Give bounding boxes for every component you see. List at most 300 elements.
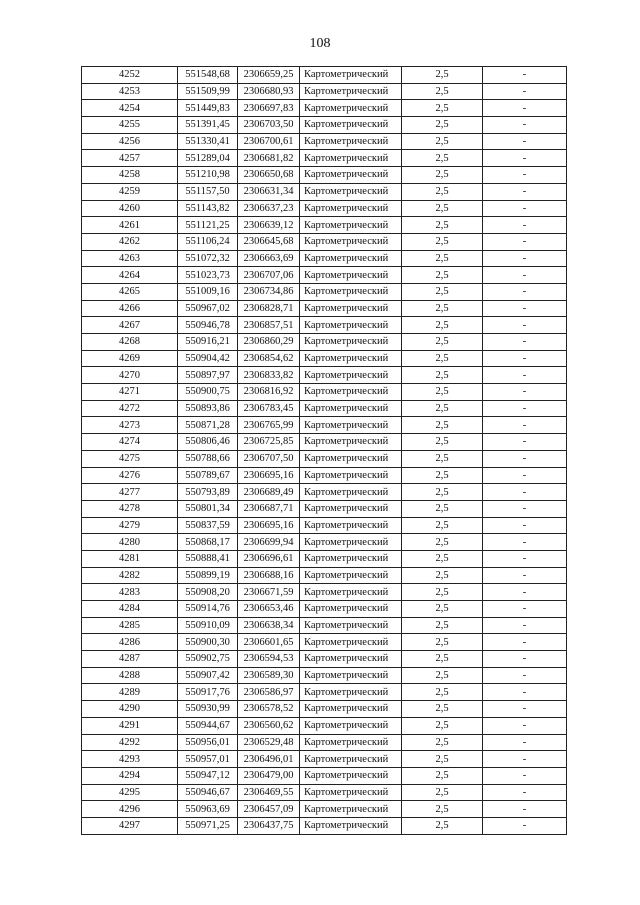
point-number-cell: 4281: [82, 550, 178, 567]
extra-cell: -: [483, 584, 567, 601]
table-row: [82, 267, 567, 284]
table-row: [82, 117, 567, 134]
method-cell: Картометрический: [300, 250, 402, 267]
extra-cell: -: [483, 751, 567, 768]
accuracy-cell: 2,5: [402, 217, 483, 234]
table-row: [82, 500, 567, 517]
point-number-cell: 4268: [82, 334, 178, 351]
accuracy-cell: 2,5: [402, 517, 483, 534]
table-row: [82, 667, 567, 684]
point-number-cell: 4291: [82, 717, 178, 734]
extra-cell: -: [483, 217, 567, 234]
method-cell: Картометрический: [300, 100, 402, 117]
table-row: [82, 317, 567, 334]
method-cell: Картометрический: [300, 667, 402, 684]
y-coordinate-cell: 2306707,50: [238, 450, 300, 467]
point-number-cell: 4270: [82, 367, 178, 384]
method-cell: Картометрический: [300, 283, 402, 300]
extra-cell: -: [483, 701, 567, 718]
table-row: [82, 534, 567, 551]
x-coordinate-cell: 550837,59: [178, 517, 238, 534]
point-number-cell: 4261: [82, 217, 178, 234]
extra-cell: -: [483, 367, 567, 384]
y-coordinate-cell: 2306631,34: [238, 183, 300, 200]
y-coordinate-cell: 2306496,01: [238, 751, 300, 768]
table-row: [82, 417, 567, 434]
point-number-cell: 4289: [82, 684, 178, 701]
table-row: [82, 217, 567, 234]
y-coordinate-cell: 2306833,82: [238, 367, 300, 384]
y-coordinate-cell: 2306479,00: [238, 767, 300, 784]
x-coordinate-cell: 550806,46: [178, 434, 238, 451]
table-row: [82, 100, 567, 117]
point-number-cell: 4290: [82, 701, 178, 718]
table-row: [82, 467, 567, 484]
method-cell: Картометрический: [300, 367, 402, 384]
accuracy-cell: 2,5: [402, 500, 483, 517]
accuracy-cell: 2,5: [402, 684, 483, 701]
y-coordinate-cell: 2306695,16: [238, 517, 300, 534]
x-coordinate-cell: 551548,68: [178, 67, 238, 84]
y-coordinate-cell: 2306645,68: [238, 233, 300, 250]
method-cell: Картометрический: [300, 384, 402, 401]
extra-cell: -: [483, 567, 567, 584]
extra-cell: -: [483, 267, 567, 284]
point-number-cell: 4276: [82, 467, 178, 484]
x-coordinate-cell: 550789,67: [178, 467, 238, 484]
x-coordinate-cell: 550904,42: [178, 350, 238, 367]
point-number-cell: 4260: [82, 200, 178, 217]
y-coordinate-cell: 2306765,99: [238, 417, 300, 434]
y-coordinate-cell: 2306671,59: [238, 584, 300, 601]
x-coordinate-cell: 551143,82: [178, 200, 238, 217]
accuracy-cell: 2,5: [402, 267, 483, 284]
point-number-cell: 4280: [82, 534, 178, 551]
x-coordinate-cell: 550899,19: [178, 567, 238, 584]
method-cell: Картометрический: [300, 717, 402, 734]
table-row: [82, 484, 567, 501]
y-coordinate-cell: 2306560,62: [238, 717, 300, 734]
y-coordinate-cell: 2306700,61: [238, 133, 300, 150]
accuracy-cell: 2,5: [402, 617, 483, 634]
accuracy-cell: 2,5: [402, 567, 483, 584]
table-row: [82, 233, 567, 250]
page-number: 108: [309, 36, 331, 51]
table-row: [82, 634, 567, 651]
accuracy-cell: 2,5: [402, 484, 483, 501]
extra-cell: -: [483, 667, 567, 684]
point-number-cell: 4263: [82, 250, 178, 267]
y-coordinate-cell: 2306687,71: [238, 500, 300, 517]
y-coordinate-cell: 2306681,82: [238, 150, 300, 167]
y-coordinate-cell: 2306663,69: [238, 250, 300, 267]
method-cell: Картометрический: [300, 217, 402, 234]
y-coordinate-cell: 2306578,52: [238, 701, 300, 718]
method-cell: Картометрический: [300, 517, 402, 534]
point-number-cell: 4293: [82, 751, 178, 768]
x-coordinate-cell: 551509,99: [178, 83, 238, 100]
table-row: [82, 517, 567, 534]
accuracy-cell: 2,5: [402, 550, 483, 567]
y-coordinate-cell: 2306437,75: [238, 817, 300, 834]
y-coordinate-cell: 2306697,83: [238, 100, 300, 117]
y-coordinate-cell: 2306689,49: [238, 484, 300, 501]
point-number-cell: 4274: [82, 434, 178, 451]
extra-cell: -: [483, 734, 567, 751]
method-cell: Картометрический: [300, 567, 402, 584]
y-coordinate-cell: 2306734,86: [238, 283, 300, 300]
table-row: [82, 584, 567, 601]
table-row: [82, 83, 567, 100]
point-number-cell: 4264: [82, 267, 178, 284]
table-row: [82, 617, 567, 634]
table-row: [82, 434, 567, 451]
y-coordinate-cell: 2306601,65: [238, 634, 300, 651]
accuracy-cell: 2,5: [402, 367, 483, 384]
method-cell: Картометрический: [300, 584, 402, 601]
x-coordinate-cell: 550946,67: [178, 784, 238, 801]
point-number-cell: 4262: [82, 233, 178, 250]
method-cell: Картометрический: [300, 601, 402, 618]
accuracy-cell: 2,5: [402, 651, 483, 668]
x-coordinate-cell: 550956,01: [178, 734, 238, 751]
method-cell: Картометрический: [300, 117, 402, 134]
y-coordinate-cell: 2306703,50: [238, 117, 300, 134]
extra-cell: -: [483, 100, 567, 117]
x-coordinate-cell: 551072,32: [178, 250, 238, 267]
accuracy-cell: 2,5: [402, 150, 483, 167]
method-cell: Картометрический: [300, 484, 402, 501]
table-row: [82, 817, 567, 834]
table-row: [82, 601, 567, 618]
table-row: [82, 367, 567, 384]
accuracy-cell: 2,5: [402, 350, 483, 367]
accuracy-cell: 2,5: [402, 417, 483, 434]
x-coordinate-cell: 550893,86: [178, 400, 238, 417]
point-number-cell: 4257: [82, 150, 178, 167]
point-number-cell: 4285: [82, 617, 178, 634]
table-row: [82, 567, 567, 584]
point-number-cell: 4278: [82, 500, 178, 517]
table-row: [82, 651, 567, 668]
accuracy-cell: 2,5: [402, 450, 483, 467]
y-coordinate-cell: 2306650,68: [238, 167, 300, 184]
x-coordinate-cell: 550788,66: [178, 450, 238, 467]
accuracy-cell: 2,5: [402, 334, 483, 351]
y-coordinate-cell: 2306699,94: [238, 534, 300, 551]
table-row: [82, 200, 567, 217]
accuracy-cell: 2,5: [402, 434, 483, 451]
accuracy-cell: 2,5: [402, 701, 483, 718]
table-row: [82, 300, 567, 317]
method-cell: Картометрический: [300, 450, 402, 467]
method-cell: Картометрический: [300, 634, 402, 651]
method-cell: Картометрический: [300, 200, 402, 217]
point-number-cell: 4295: [82, 784, 178, 801]
method-cell: Картометрический: [300, 233, 402, 250]
x-coordinate-cell: 550917,76: [178, 684, 238, 701]
table-row: [82, 717, 567, 734]
accuracy-cell: 2,5: [402, 667, 483, 684]
x-coordinate-cell: 551210,98: [178, 167, 238, 184]
accuracy-cell: 2,5: [402, 467, 483, 484]
accuracy-cell: 2,5: [402, 400, 483, 417]
method-cell: Картометрический: [300, 500, 402, 517]
y-coordinate-cell: 2306725,85: [238, 434, 300, 451]
point-number-cell: 4279: [82, 517, 178, 534]
accuracy-cell: 2,5: [402, 734, 483, 751]
y-coordinate-cell: 2306457,09: [238, 801, 300, 818]
extra-cell: -: [483, 817, 567, 834]
accuracy-cell: 2,5: [402, 200, 483, 217]
method-cell: Картометрический: [300, 434, 402, 451]
y-coordinate-cell: 2306589,30: [238, 667, 300, 684]
x-coordinate-cell: 550914,76: [178, 601, 238, 618]
accuracy-cell: 2,5: [402, 317, 483, 334]
point-number-cell: 4271: [82, 384, 178, 401]
method-cell: Картометрический: [300, 801, 402, 818]
table-row: [82, 767, 567, 784]
point-number-cell: 4255: [82, 117, 178, 134]
table-row: [82, 784, 567, 801]
extra-cell: -: [483, 517, 567, 534]
table-row: [82, 400, 567, 417]
x-coordinate-cell: 551106,24: [178, 233, 238, 250]
x-coordinate-cell: 550916,21: [178, 334, 238, 351]
table-row: [82, 384, 567, 401]
method-cell: Картометрический: [300, 350, 402, 367]
point-number-cell: 4277: [82, 484, 178, 501]
method-cell: Картометрический: [300, 334, 402, 351]
accuracy-cell: 2,5: [402, 233, 483, 250]
extra-cell: -: [483, 601, 567, 618]
extra-cell: -: [483, 133, 567, 150]
table-row: [82, 801, 567, 818]
x-coordinate-cell: 550930,99: [178, 701, 238, 718]
accuracy-cell: 2,5: [402, 300, 483, 317]
accuracy-cell: 2,5: [402, 601, 483, 618]
point-number-cell: 4282: [82, 567, 178, 584]
accuracy-cell: 2,5: [402, 283, 483, 300]
x-coordinate-cell: 550967,02: [178, 300, 238, 317]
point-number-cell: 4256: [82, 133, 178, 150]
x-coordinate-cell: 551023,73: [178, 267, 238, 284]
x-coordinate-cell: 550908,20: [178, 584, 238, 601]
point-number-cell: 4292: [82, 734, 178, 751]
y-coordinate-cell: 2306637,23: [238, 200, 300, 217]
method-cell: Картометрический: [300, 651, 402, 668]
extra-cell: -: [483, 651, 567, 668]
extra-cell: -: [483, 634, 567, 651]
extra-cell: -: [483, 550, 567, 567]
accuracy-cell: 2,5: [402, 801, 483, 818]
point-number-cell: 4272: [82, 400, 178, 417]
point-number-cell: 4283: [82, 584, 178, 601]
y-coordinate-cell: 2306707,06: [238, 267, 300, 284]
extra-cell: -: [483, 250, 567, 267]
extra-cell: -: [483, 684, 567, 701]
table-row: [82, 751, 567, 768]
point-number-cell: 4269: [82, 350, 178, 367]
extra-cell: -: [483, 233, 567, 250]
x-coordinate-cell: 550793,89: [178, 484, 238, 501]
accuracy-cell: 2,5: [402, 384, 483, 401]
x-coordinate-cell: 551330,41: [178, 133, 238, 150]
table-row: [82, 183, 567, 200]
table-row: [82, 350, 567, 367]
point-number-cell: 4259: [82, 183, 178, 200]
point-number-cell: 4284: [82, 601, 178, 618]
x-coordinate-cell: 550900,30: [178, 634, 238, 651]
accuracy-cell: 2,5: [402, 767, 483, 784]
coordinates-table: [81, 66, 567, 835]
point-number-cell: 4265: [82, 283, 178, 300]
extra-cell: -: [483, 617, 567, 634]
accuracy-cell: 2,5: [402, 784, 483, 801]
table-row: [82, 334, 567, 351]
point-number-cell: 4267: [82, 317, 178, 334]
method-cell: Картометрический: [300, 167, 402, 184]
point-number-cell: 4294: [82, 767, 178, 784]
x-coordinate-cell: 550957,01: [178, 751, 238, 768]
extra-cell: -: [483, 350, 567, 367]
accuracy-cell: 2,5: [402, 817, 483, 834]
method-cell: Картометрический: [300, 617, 402, 634]
extra-cell: -: [483, 167, 567, 184]
extra-cell: -: [483, 767, 567, 784]
extra-cell: -: [483, 400, 567, 417]
extra-cell: -: [483, 117, 567, 134]
y-coordinate-cell: 2306857,51: [238, 317, 300, 334]
accuracy-cell: 2,5: [402, 634, 483, 651]
extra-cell: -: [483, 200, 567, 217]
method-cell: Картометрический: [300, 400, 402, 417]
x-coordinate-cell: 550902,75: [178, 651, 238, 668]
point-number-cell: 4253: [82, 83, 178, 100]
accuracy-cell: 2,5: [402, 167, 483, 184]
extra-cell: -: [483, 484, 567, 501]
accuracy-cell: 2,5: [402, 751, 483, 768]
y-coordinate-cell: 2306659,25: [238, 67, 300, 84]
x-coordinate-cell: 551449,83: [178, 100, 238, 117]
extra-cell: -: [483, 67, 567, 84]
extra-cell: -: [483, 450, 567, 467]
table-row: [82, 734, 567, 751]
y-coordinate-cell: 2306638,34: [238, 617, 300, 634]
x-coordinate-cell: 550971,25: [178, 817, 238, 834]
method-cell: Картометрический: [300, 467, 402, 484]
x-coordinate-cell: 550947,12: [178, 767, 238, 784]
table-row: [82, 133, 567, 150]
x-coordinate-cell: 551289,04: [178, 150, 238, 167]
extra-cell: -: [483, 417, 567, 434]
x-coordinate-cell: 551009,16: [178, 283, 238, 300]
x-coordinate-cell: 551391,45: [178, 117, 238, 134]
point-number-cell: 4287: [82, 651, 178, 668]
point-number-cell: 4288: [82, 667, 178, 684]
accuracy-cell: 2,5: [402, 117, 483, 134]
x-coordinate-cell: 550963,69: [178, 801, 238, 818]
extra-cell: -: [483, 83, 567, 100]
point-number-cell: 4296: [82, 801, 178, 818]
y-coordinate-cell: 2306816,92: [238, 384, 300, 401]
method-cell: Картометрический: [300, 784, 402, 801]
method-cell: Картометрический: [300, 817, 402, 834]
extra-cell: -: [483, 717, 567, 734]
table-row: [82, 701, 567, 718]
extra-cell: -: [483, 500, 567, 517]
extra-cell: -: [483, 300, 567, 317]
accuracy-cell: 2,5: [402, 67, 483, 84]
y-coordinate-cell: 2306586,97: [238, 684, 300, 701]
table-row: [82, 684, 567, 701]
accuracy-cell: 2,5: [402, 534, 483, 551]
method-cell: Картометрический: [300, 734, 402, 751]
extra-cell: -: [483, 534, 567, 551]
table-row: [82, 550, 567, 567]
method-cell: Картометрический: [300, 317, 402, 334]
x-coordinate-cell: 550897,97: [178, 367, 238, 384]
table-row: [82, 167, 567, 184]
accuracy-cell: 2,5: [402, 100, 483, 117]
x-coordinate-cell: 550944,67: [178, 717, 238, 734]
extra-cell: -: [483, 384, 567, 401]
table-row: [82, 450, 567, 467]
x-coordinate-cell: 550801,34: [178, 500, 238, 517]
extra-cell: -: [483, 150, 567, 167]
accuracy-cell: 2,5: [402, 83, 483, 100]
y-coordinate-cell: 2306529,48: [238, 734, 300, 751]
method-cell: Картометрический: [300, 701, 402, 718]
y-coordinate-cell: 2306639,12: [238, 217, 300, 234]
x-coordinate-cell: 550907,42: [178, 667, 238, 684]
method-cell: Картометрический: [300, 183, 402, 200]
x-coordinate-cell: 550910,09: [178, 617, 238, 634]
y-coordinate-cell: 2306469,55: [238, 784, 300, 801]
point-number-cell: 4254: [82, 100, 178, 117]
y-coordinate-cell: 2306695,16: [238, 467, 300, 484]
accuracy-cell: 2,5: [402, 183, 483, 200]
y-coordinate-cell: 2306860,29: [238, 334, 300, 351]
x-coordinate-cell: 551121,25: [178, 217, 238, 234]
method-cell: Картометрический: [300, 267, 402, 284]
accuracy-cell: 2,5: [402, 584, 483, 601]
point-number-cell: 4297: [82, 817, 178, 834]
y-coordinate-cell: 2306653,46: [238, 601, 300, 618]
extra-cell: -: [483, 784, 567, 801]
accuracy-cell: 2,5: [402, 133, 483, 150]
point-number-cell: 4275: [82, 450, 178, 467]
method-cell: Картометрический: [300, 684, 402, 701]
extra-cell: -: [483, 334, 567, 351]
point-number-cell: 4286: [82, 634, 178, 651]
y-coordinate-cell: 2306680,93: [238, 83, 300, 100]
x-coordinate-cell: 551157,50: [178, 183, 238, 200]
y-coordinate-cell: 2306783,45: [238, 400, 300, 417]
method-cell: Картометрический: [300, 767, 402, 784]
extra-cell: -: [483, 317, 567, 334]
y-coordinate-cell: 2306688,16: [238, 567, 300, 584]
point-number-cell: 4273: [82, 417, 178, 434]
x-coordinate-cell: 550888,41: [178, 550, 238, 567]
extra-cell: -: [483, 434, 567, 451]
y-coordinate-cell: 2306696,61: [238, 550, 300, 567]
method-cell: Картометрический: [300, 417, 402, 434]
table-row: [82, 67, 567, 84]
x-coordinate-cell: 550900,75: [178, 384, 238, 401]
table-row: [82, 150, 567, 167]
accuracy-cell: 2,5: [402, 717, 483, 734]
